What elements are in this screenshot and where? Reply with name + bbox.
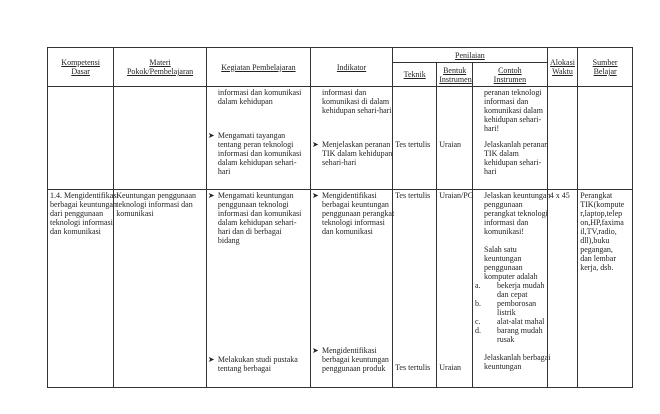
header-indikator: Indikator	[311, 48, 393, 87]
answer-options	[475, 281, 545, 344]
header-kegiatan: Kegiatan Pembelajaran	[206, 48, 310, 87]
option-c: c. alat-alat mahal	[475, 317, 545, 326]
lesson-plan-table	[47, 47, 633, 388]
arrow-bullet-icon: ➤	[207, 355, 215, 364]
table-row	[48, 190, 633, 388]
contoh-question-b: Jelaskanlah berbagai keuntungan	[484, 353, 551, 371]
header-materi: Materi Pokok/Pembelajaran	[114, 48, 207, 87]
cell-sumber	[578, 87, 633, 190]
cell-kompetensi	[48, 87, 114, 190]
kegiatan-text-a: informasi dan komunikasi dalam kehidupan	[217, 88, 302, 106]
cell-alokasi: 4 x 45	[547, 190, 578, 388]
cell-kegiatan	[206, 87, 310, 190]
cell-materi	[114, 87, 207, 190]
cell-indikator	[311, 87, 393, 190]
table-row	[48, 87, 633, 190]
arrow-bullet-icon: ➤	[312, 191, 319, 200]
contoh-question-mc: Salah satu keuntungan penggunaan komputer adalah	[484, 245, 538, 281]
option-a: a. bekerja mudah dan cepat	[475, 281, 545, 299]
kegiatan-bullet-b: ➤ Mengamati tayangan tentang peran teknologi informasi dan komunikasi dalam kehidupan sehari- hari	[207, 131, 302, 176]
cell-indikator	[311, 190, 393, 388]
arrow-bullet-icon: ➤	[312, 346, 319, 355]
indikator-text-a: informasi dan komunikasi di dalam kehidupan sehari-hari	[322, 88, 392, 115]
header-alokasi: Alokasi Waktu	[547, 48, 578, 87]
contoh-question-a: Jelaskan keuntungan penggunaan perangkat teknologi informasi dan komunikasi!	[484, 191, 551, 236]
header-sumber: Sumber Belajar	[578, 48, 633, 87]
header-teknik: Teknik	[393, 63, 437, 87]
cell-kompetensi: 1.4. Mengidentifikasi berbagai keuntungan dari penggunaan teknologi informasi dan komunikasi	[48, 190, 114, 388]
header-penilaian: Penilaian	[393, 48, 548, 63]
contoh-text-b: Jelaskanlah peranan TIK dalam kehidupan sehari- hari	[484, 140, 549, 176]
indikator-bullet-b: ➤ Menjelaskan peranan TIK dalam kehidupan sehari-hari	[312, 140, 393, 167]
cell-contoh	[473, 87, 548, 190]
cell-teknik: Tes tertulis Tes tertulis	[393, 190, 437, 388]
cell-kegiatan	[206, 190, 310, 388]
header-kompetensi: Kompetensi Dasar	[48, 48, 114, 87]
arrow-bullet-icon: ➤	[312, 140, 319, 149]
cell-contoh	[473, 190, 551, 388]
contoh-text-a: peranan teknologi informasi dan komunikasi dalam kehidupan sehari- hari!	[484, 88, 543, 133]
header-bentuk: Bentuk Instrumen	[437, 63, 473, 87]
cell-bentuk: Uraian	[437, 87, 473, 190]
indikator-bullet-a: ➤ Mengidentifikasi berbagai keuntungan penggunaan perangkat teknologi informasi dan komunikasi	[312, 191, 395, 236]
cell-materi: Keuntungan penggunaan teknologi informasi dan komunikasi	[114, 190, 207, 388]
arrow-bullet-icon: ➤	[207, 131, 215, 140]
kegiatan-bullet-b: ➤ Melakukan studi pustaka tentang berbagai	[207, 355, 298, 373]
cell-bentuk: Uraian/PG Uraian	[437, 190, 473, 388]
indikator-bullet-b: ➤ Mengidentifikasi berbagai keuntungan penggunaan produk	[312, 346, 389, 373]
cell-teknik: Tes tertulis	[393, 87, 437, 190]
option-d: d. barang mudah rusak	[475, 326, 543, 344]
kegiatan-bullet-a: ➤ Mengamati keuntungan penggunaan teknologi informasi dan komunikasi dalam kehidupan sehari- hari dan di berbagai bidang	[207, 191, 302, 245]
header-contoh: Contoh Instrumen	[473, 63, 548, 87]
arrow-bullet-icon: ➤	[207, 191, 215, 200]
cell-alokasi	[547, 87, 578, 190]
option-b: b. pemborosan listrik	[475, 299, 537, 317]
cell-sumber: Perangkat TIK(kompute r,laptop,telep on,HP,faxima il,TV,radio, dll),buku pegangan, dan lembar kerja, dsb.	[578, 190, 633, 388]
